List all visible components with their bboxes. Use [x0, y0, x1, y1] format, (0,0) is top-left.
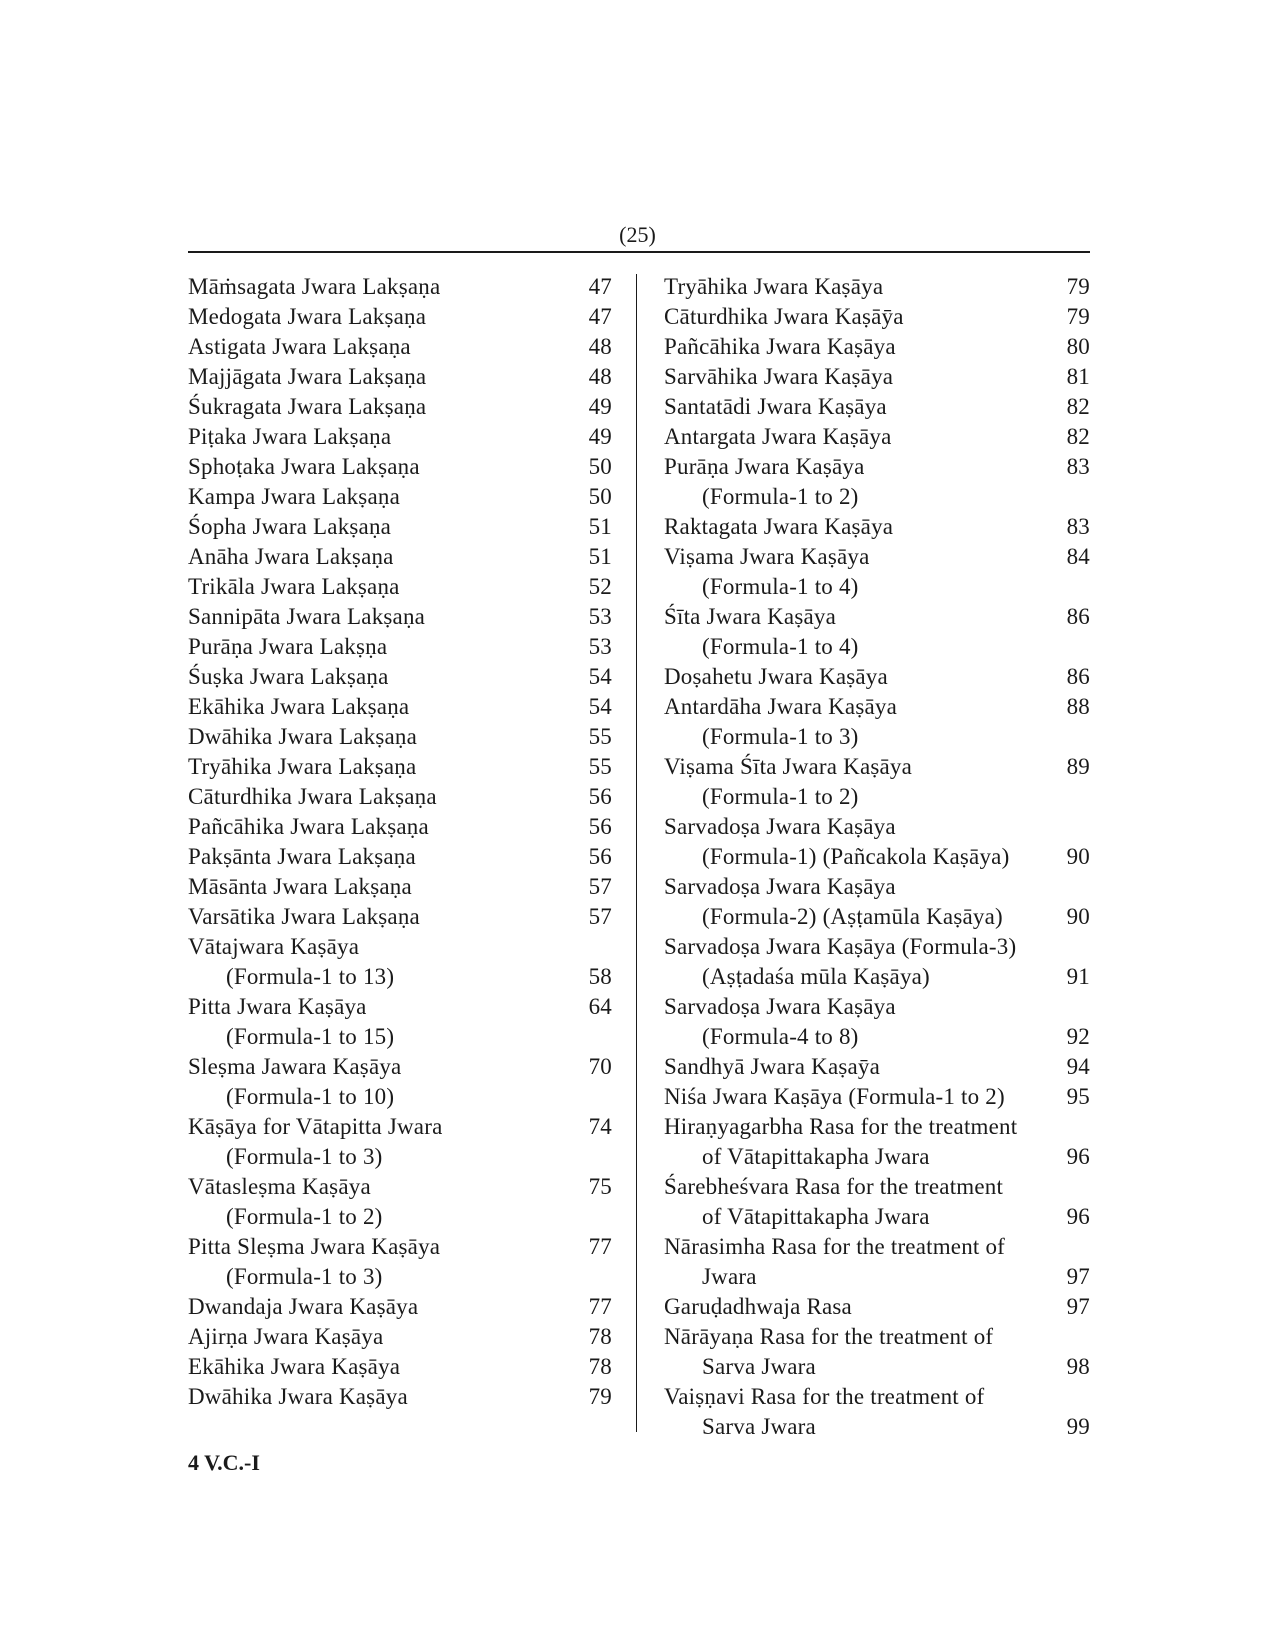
- page-number: (25): [619, 222, 656, 247]
- toc-entry-title: Jwara: [702, 1264, 757, 1289]
- toc-entry-page: 49: [588, 394, 612, 419]
- toc-entry-title: Trikāla Jwara Lakṣaṇa: [188, 574, 400, 599]
- toc-entry: [188, 572, 612, 602]
- toc-entry-page: 77: [588, 1234, 612, 1259]
- toc-entry-page: 84: [1066, 544, 1090, 569]
- toc-entry-title: Nārāyaṇa Rasa for the treatment of: [664, 1324, 994, 1349]
- toc-entry-continuation: [188, 1082, 612, 1112]
- toc-entry-page: 78: [588, 1354, 612, 1379]
- toc-entry-page: 78: [588, 1324, 612, 1349]
- toc-entry: [664, 452, 1090, 482]
- toc-entry: [188, 1352, 612, 1382]
- header-rule: [188, 251, 1090, 253]
- toc-entry-page: 58: [588, 964, 612, 989]
- toc-entry-continuation: [664, 1142, 1090, 1172]
- toc-entry: [188, 1052, 612, 1082]
- toc-entry-title: (Formula-1) (Pañcakola Kaṣāya): [702, 844, 1010, 869]
- toc-entry-title: (Formula-4 to 8): [702, 1024, 859, 1049]
- toc-entry-title: (Formula-1 to 4): [702, 574, 859, 599]
- toc-right-column: [664, 272, 1090, 1442]
- toc-entry-title: Majjāgata Jwara Lakṣaṇa: [188, 364, 427, 389]
- toc-entry-continuation: [664, 632, 1090, 662]
- toc-entry: [188, 722, 612, 752]
- toc-entry-page: 54: [588, 664, 612, 689]
- toc-entry-title: Ekāhika Jwara Kaṣāya: [188, 1354, 401, 1379]
- toc-entry-page: 57: [588, 904, 612, 929]
- toc-entry-continuation: [188, 1142, 612, 1172]
- toc-entry-page: 74: [588, 1114, 612, 1139]
- toc-entry: [664, 512, 1090, 542]
- toc-entry: [188, 842, 612, 872]
- toc-entry: [664, 1112, 1090, 1142]
- toc-entry-title: Śarebheśvara Rasa for the treatment: [664, 1174, 1004, 1199]
- toc-entry-title: Śīta Jwara Kaṣāya: [664, 604, 837, 629]
- toc-entry: [188, 452, 612, 482]
- column-divider: [636, 274, 637, 1432]
- toc-entry: [188, 932, 612, 962]
- toc-entry: [664, 1052, 1090, 1082]
- toc-entry-page: 56: [588, 844, 612, 869]
- toc-entry-page: 50: [588, 454, 612, 479]
- toc-entry: [188, 1232, 612, 1262]
- toc-entry-title: Pitta Jwara Kaṣāya: [188, 994, 367, 1019]
- toc-entry-page: 53: [588, 634, 612, 659]
- toc-entry-continuation: [188, 962, 612, 992]
- toc-entry-title: (Formula-1 to 2): [702, 784, 859, 809]
- toc-entry: [664, 932, 1090, 962]
- toc-entry-title: Medogata Jwara Lakṣaṇa: [188, 304, 427, 329]
- toc-entry-continuation: [664, 722, 1090, 752]
- toc-entry-title: Cāturdhika Jwara Kaṣāȳa: [664, 304, 904, 329]
- toc-entry-title: Pañcāhika Jwara Kaṣāya: [664, 334, 896, 359]
- toc-entry: [188, 602, 612, 632]
- toc-entry-page: 81: [1066, 364, 1090, 389]
- toc-entry: [188, 752, 612, 782]
- toc-entry-page: 79: [588, 1384, 612, 1409]
- toc-entry-page: 96: [1066, 1144, 1090, 1169]
- toc-entry-title: (Formula-1 to 3): [702, 724, 859, 749]
- toc-entry-continuation: [664, 482, 1090, 512]
- toc-entry-title: of Vātapittakapha Jwara: [702, 1144, 930, 1169]
- toc-entry: [664, 302, 1090, 332]
- toc-entry: [664, 662, 1090, 692]
- toc-entry-title: Māṁsagata Jwara Lakṣaṇa: [188, 274, 441, 299]
- toc-entry-page: 96: [1066, 1204, 1090, 1229]
- toc-entry: [664, 992, 1090, 1022]
- toc-entry-title: Niśa Jwara Kaṣāya (Formula-1 to 2): [664, 1084, 1005, 1109]
- toc-entry: [188, 1322, 612, 1352]
- toc-entry-continuation: [664, 1262, 1090, 1292]
- toc-entry-title: Dwāhika Jwara Lakṣaṇa: [188, 724, 417, 749]
- toc-entry: [188, 332, 612, 362]
- toc-entry: [188, 782, 612, 812]
- toc-entry-page: 82: [1066, 394, 1090, 419]
- toc-entry-title: Viṣama Jwara Kaṣāya: [664, 544, 870, 569]
- toc-entry-continuation: [664, 1352, 1090, 1382]
- toc-entry-page: 79: [1066, 304, 1090, 329]
- toc-entry-title: Māsānta Jwara Lakṣaṇa: [188, 874, 412, 899]
- toc-entry: [664, 422, 1090, 452]
- toc-entry-continuation: [664, 1202, 1090, 1232]
- toc-entry: [188, 692, 612, 722]
- toc-entry-continuation: [188, 1022, 612, 1052]
- toc-entry-title: Ekāhika Jwara Lakṣaṇa: [188, 694, 410, 719]
- toc-entry-page: 83: [1066, 514, 1090, 539]
- toc-entry: [188, 872, 612, 902]
- toc-entry-page: 95: [1066, 1084, 1090, 1109]
- toc-entry-title: Śopha Jwara Lakṣaṇa: [188, 514, 392, 539]
- toc-entry-title: Varsātika Jwara Lakṣaṇa: [188, 904, 420, 929]
- toc-entry-continuation: [664, 572, 1090, 602]
- toc-entry-title: Sarvadoṣa Jwara Kaṣāya (Formula-3): [664, 934, 1017, 959]
- signature-mark: 4 V.C.-I: [188, 1450, 260, 1475]
- toc-entry-page: 83: [1066, 454, 1090, 479]
- toc-entry: [188, 1112, 612, 1142]
- toc-entry-continuation: [664, 1022, 1090, 1052]
- toc-entry: [188, 812, 612, 842]
- toc-entry-page: 70: [588, 1054, 612, 1079]
- toc-entry-title: Pitta Sleṣma Jwara Kaṣāya: [188, 1234, 441, 1259]
- toc-entry: [188, 1382, 612, 1412]
- toc-entry-continuation: [664, 842, 1090, 872]
- toc-entry: [664, 1172, 1090, 1202]
- toc-entry-page: 90: [1066, 904, 1090, 929]
- toc-entry-page: 51: [588, 544, 612, 569]
- toc-entry-continuation: [664, 782, 1090, 812]
- toc-entry-title: Raktagata Jwara Kaṣāya: [664, 514, 894, 539]
- toc-entry-title: Sarvadoṣa Jwara Kaṣāya: [664, 814, 896, 839]
- toc-entry-title: Santatādi Jwara Kaṣāya: [664, 394, 887, 419]
- toc-entry: [188, 392, 612, 422]
- toc-entry-title: (Formula-1 to 10): [226, 1084, 395, 1109]
- toc-entry: [188, 362, 612, 392]
- toc-entry-page: 97: [1066, 1264, 1090, 1289]
- toc-entry-page: 99: [1066, 1414, 1090, 1439]
- toc-entry-title: Sarvāhika Jwara Kaṣāya: [664, 364, 894, 389]
- toc-entry-title: of Vātapittakapha Jwara: [702, 1204, 930, 1229]
- toc-entry-title: (Aṣṭadaśa mūla Kaṣāya): [702, 964, 930, 989]
- toc-entry-page: 56: [588, 814, 612, 839]
- toc-entry-title: Dwandaja Jwara Kaṣāya: [188, 1294, 419, 1319]
- toc-entry-title: (Formula-1 to 4): [702, 634, 859, 659]
- toc-entry-title: (Formula-1 to 2): [226, 1204, 383, 1229]
- toc-entry-title: (Formula-1 to 15): [226, 1024, 395, 1049]
- toc-entry: [188, 512, 612, 542]
- toc-entry-page: 79: [1066, 274, 1090, 299]
- toc-entry-page: 98: [1066, 1354, 1090, 1379]
- toc-entry: [188, 542, 612, 572]
- toc-entry: [188, 1292, 612, 1322]
- toc-entry-page: 51: [588, 514, 612, 539]
- toc-entry-title: Purāṇa Jwara Lakṣṇa: [188, 634, 388, 659]
- toc-entry-page: 89: [1066, 754, 1090, 779]
- toc-entry-page: 86: [1066, 604, 1090, 629]
- toc-entry-page: 82: [1066, 424, 1090, 449]
- toc-entry: [664, 1322, 1090, 1352]
- toc-entry-title: Viṣama Śīta Jwara Kaṣāya: [664, 754, 913, 779]
- toc-entry-title: (Formula-1 to 2): [702, 484, 859, 509]
- toc-entry-page: 80: [1066, 334, 1090, 359]
- toc-entry-page: 53: [588, 604, 612, 629]
- toc-entry-title: Piṭaka Jwara Lakṣaṇa: [188, 424, 392, 449]
- toc-entry-continuation: [188, 1262, 612, 1292]
- toc-entry: [188, 482, 612, 512]
- toc-entry-page: 55: [588, 754, 612, 779]
- toc-entry-title: Kāṣāya for Vātapitta Jwara: [188, 1114, 443, 1139]
- toc-entry: [664, 332, 1090, 362]
- toc-entry-page: 50: [588, 484, 612, 509]
- toc-entry-title: Sleṣma Jawara Kaṣāya: [188, 1054, 402, 1079]
- toc-entry-page: 49: [588, 424, 612, 449]
- toc-entry-page: 55: [588, 724, 612, 749]
- toc-entry-title: Sarvadoṣa Jwara Kaṣāya: [664, 874, 896, 899]
- toc-entry: [188, 632, 612, 662]
- toc-entry-continuation: [664, 962, 1090, 992]
- toc-entry: [188, 992, 612, 1022]
- toc-entry-title: Sarva Jwara: [702, 1354, 816, 1379]
- toc-entry-continuation: [664, 902, 1090, 932]
- toc-entry-title: Nārasimha Rasa for the treatment of: [664, 1234, 1006, 1259]
- toc-entry-title: Sandhyā Jwara Kaṣaȳa: [664, 1054, 881, 1079]
- toc-entry: [188, 422, 612, 452]
- toc-entry-title: Doṣahetu Jwara Kaṣāya: [664, 664, 888, 689]
- toc-entry-title: Sphoṭaka Jwara Lakṣaṇa: [188, 454, 420, 479]
- toc-entry-page: 94: [1066, 1054, 1090, 1079]
- toc-entry: [188, 302, 612, 332]
- toc-entry-title: (Formula-1 to 13): [226, 964, 395, 989]
- toc-entry-page: 77: [588, 1294, 612, 1319]
- toc-entry-continuation: [664, 1412, 1090, 1442]
- toc-entry-title: (Formula-1 to 3): [226, 1264, 383, 1289]
- toc-entry-title: Vātajwara Kaṣāya: [188, 934, 360, 959]
- toc-entry-title: Antardāha Jwara Kaṣāya: [664, 694, 898, 719]
- toc-entry-page: 47: [588, 304, 612, 329]
- toc-entry-page: 54: [588, 694, 612, 719]
- toc-entry-title: Anāha Jwara Lakṣaṇa: [188, 544, 394, 569]
- toc-entry: [188, 902, 612, 932]
- toc-entry-page: 64: [588, 994, 612, 1019]
- toc-entry: [664, 362, 1090, 392]
- toc-entry: [664, 272, 1090, 302]
- toc-entry-title: Vaiṣṇavi Rasa for the treatment of: [664, 1384, 985, 1409]
- toc-entry: [188, 1172, 612, 1202]
- toc-entry-page: 47: [588, 274, 612, 299]
- toc-entry-title: Purāṇa Jwara Kaṣāya: [664, 454, 865, 479]
- toc-entry: [188, 272, 612, 302]
- toc-entry-title: Tryāhika Jwara Kaṣāya: [664, 274, 884, 299]
- toc-entry-page: 86: [1066, 664, 1090, 689]
- toc-entry-title: (Formula-1 to 3): [226, 1144, 383, 1169]
- toc-entry: [664, 1082, 1090, 1112]
- toc-entry: [664, 1292, 1090, 1322]
- toc-entry: [664, 752, 1090, 782]
- toc-left-column: [188, 272, 612, 1412]
- toc-entry-title: Kampa Jwara Lakṣaṇa: [188, 484, 400, 509]
- toc-entry: [664, 692, 1090, 722]
- toc-entry-title: Sannipāta Jwara Lakṣaṇa: [188, 604, 426, 629]
- toc-entry: [664, 872, 1090, 902]
- toc-entry: [664, 542, 1090, 572]
- toc-entry-title: Vātasleṣma Kaṣāya: [188, 1174, 371, 1199]
- toc-entry-page: 92: [1066, 1024, 1090, 1049]
- toc-entry-title: Dwāhika Jwara Kaṣāya: [188, 1384, 408, 1409]
- toc-entry-continuation: [188, 1202, 612, 1232]
- toc-entry-page: 56: [588, 784, 612, 809]
- toc-entry: [664, 392, 1090, 422]
- toc-entry-page: 48: [588, 364, 612, 389]
- toc-entry: [664, 602, 1090, 632]
- toc-entry-title: Tryāhika Jwara Lakṣaṇa: [188, 754, 417, 779]
- toc-entry-title: Pakṣānta Jwara Lakṣaṇa: [188, 844, 416, 869]
- toc-entry-title: Pañcāhika Jwara Lakṣaṇa: [188, 814, 429, 839]
- toc-entry-page: 52: [588, 574, 612, 599]
- toc-entry-page: 91: [1066, 964, 1090, 989]
- toc-entry: [664, 812, 1090, 842]
- toc-entry-title: Ajirṇa Jwara Kaṣāya: [188, 1324, 384, 1349]
- toc-entry-title: Antargata Jwara Kaṣāya: [664, 424, 892, 449]
- toc-entry: [188, 662, 612, 692]
- toc-entry-page: 75: [588, 1174, 612, 1199]
- toc-entry-title: Sarvadoṣa Jwara Kaṣāya: [664, 994, 896, 1019]
- toc-entry-page: 57: [588, 874, 612, 899]
- toc-entry-title: Hiraṇyagarbha Rasa for the treatment: [664, 1114, 1018, 1139]
- toc-entry-title: Sarva Jwara: [702, 1414, 816, 1439]
- toc-entry-page: 48: [588, 334, 612, 359]
- toc-entry-page: 88: [1066, 694, 1090, 719]
- toc-entry-page: 97: [1066, 1294, 1090, 1319]
- toc-entry-title: Śuṣka Jwara Lakṣaṇa: [188, 664, 389, 689]
- toc-entry-title: Cāturdhika Jwara Lakṣaṇa: [188, 784, 437, 809]
- toc-entry-title: Śukragata Jwara Lakṣaṇa: [188, 394, 427, 419]
- toc-entry-title: Astigata Jwara Lakṣaṇa: [188, 334, 411, 359]
- toc-entry-title: Garuḍadhwaja Rasa: [664, 1294, 852, 1319]
- toc-entry: [664, 1232, 1090, 1262]
- toc-entry-page: 90: [1066, 844, 1090, 869]
- toc-entry-title: (Formula-2) (Aṣṭamūla Kaṣāya): [702, 904, 1003, 929]
- toc-entry: [664, 1382, 1090, 1412]
